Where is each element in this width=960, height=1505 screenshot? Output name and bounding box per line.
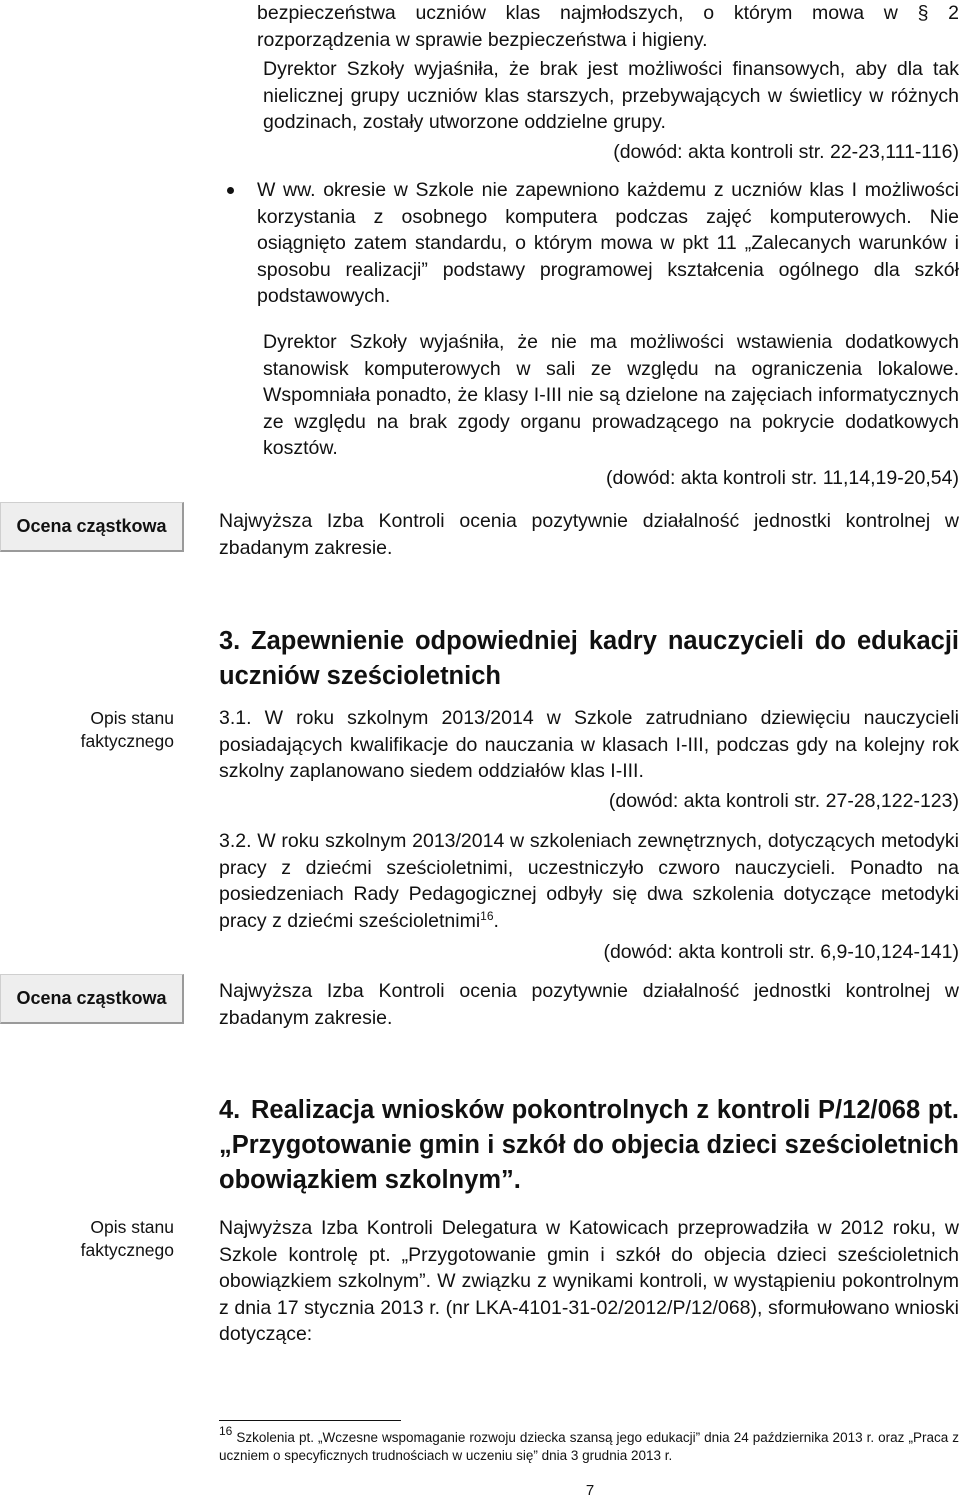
section-3-side-label	[0, 707, 174, 753]
section-3-number: 3.	[219, 627, 241, 655]
section-3-title: Zapewnienie odpowiedniej kadry nauczycieli do edukacji uczniów sześcioletnich	[219, 627, 959, 690]
assessment-label-2: Ocena cząstkowa	[0, 974, 184, 1024]
footnote-divider	[219, 1420, 401, 1421]
side-label-line-2: faktycznego	[80, 731, 174, 751]
director-explanation-1: Dyrektor Szkoły wyjaśniła, że brak jest możliwości finansowych, aby dla tak nielicznej grupy uczniów klas starszych, przebywających w świetlicy w różnych godzinach, zostały utworzone oddzielne grupy.	[263, 58, 959, 134]
evidence-3-1: (dowód: akta kontroli str. 27-28,122-123)	[608, 790, 959, 812]
evidence-1: (dowód: akta kontroli str. 22-23,111-116)	[613, 141, 959, 163]
footnote-16	[219, 1424, 959, 1465]
paragraph-3-2	[219, 828, 959, 934]
section-4-title: Realizacja wniosków pokontrolnych z kontroli P/12/068 pt. „Przygotowanie gmin i szkół do objecia dzieci sześcioletnich obowiązkiem szkolnym”.	[219, 1096, 959, 1194]
page-number: 7	[585, 1482, 595, 1499]
evidence-2: (dowód: akta kontroli str. 11,14,19-20,54)	[605, 467, 959, 489]
section-4-side-label	[0, 1216, 174, 1262]
side-label-line-1: Opis stanu	[90, 1217, 174, 1237]
assessment-label-1: Ocena cząstkowa	[0, 502, 184, 552]
section-3-heading	[219, 624, 959, 694]
paragraph-3-1: 3.1. W roku szkolnym 2013/2014 w Szkole zatrudniano dziewięciu nauczycieli posiadających kwalifikacje do nauczania w klasach I-III, podczas gdy na kolejny rok szkolny zaplanowano siedem oddziałów klas I-III.	[219, 707, 959, 783]
section-4-number: 4.	[219, 1096, 241, 1124]
section-4-paragraph: Najwyższa Izba Kontroli Delegatura w Katowicach przeprowadziła w 2012 roku, w Szkole kontrolę pt. „Przygotowanie gmin i szkół do objecia dzieci sześcioletnich obowiązkiem szkolnym”. W związku z wynikami kontroli, w wystąpieniu pokontrolnym z dnia 17 stycznia 2013 r. (nr LKA-4101-31-02/2012/P/12/068), sformułowano wnioski dotyczące:	[219, 1217, 959, 1346]
side-label-line-2: faktycznego	[80, 1240, 174, 1260]
top-continuation	[257, 0, 959, 53]
footnote-text: Szkolenia pt. „Wczesne wspomaganie rozwoju dziecka szansą jego edukacji” dnia 24 października 2013 r. oraz „Praca z uczniem o specyficznych trudnościach w uczeniu się” dnia 3 grudnia 2013 r.	[219, 1430, 959, 1463]
director-explanation-2: Dyrektor Szkoły wyjaśniła, że nie ma możliwości wstawienia dodatkowych stanowisk komputerowych w sali ze względu na ograniczenia lokalowe. Wspomniała ponadto, że klasy I-III nie są dzielone na zajęciach informatycznych ze względu na brak zgody organu prowadzącego na pokrycie dodatkowych kosztów.	[263, 331, 959, 460]
side-label-line-1: Opis stanu	[90, 708, 174, 728]
paragraph-3-2-end: .	[493, 909, 499, 932]
section-4-heading	[219, 1093, 959, 1198]
bullet-paragraph: W ww. okresie w Szkole nie zapewniono każdemu z uczniów klas I możliwości korzystania z osobnego komputera podczas zajęć komputerowych. Nie osiągnięto zatem standardu, o którym mowa w pkt 11 „Zalecanych warunków i sposobu realizacji” podstawy programowej kształcenia ogólnego dla szkół podstawowych.	[257, 179, 959, 308]
evidence-3-2: (dowód: akta kontroli str. 6,9-10,124-141)	[603, 941, 959, 963]
assessment-text-2: Najwyższa Izba Kontroli ocenia pozytywnie działalność jednostki kontrolnej w zbadanym zakresie.	[219, 980, 959, 1029]
continuation-line-1: bezpieczeństwa uczniów klas najmłodszych, o którym mowa w § 2	[257, 2, 959, 24]
assessment-text-1: Najwyższa Izba Kontroli ocenia pozytywnie działalność jednostki kontrolnej w zbadanym zakresie.	[219, 510, 959, 559]
paragraph-3-2-text: 3.2. W roku szkolnym 2013/2014 w szkoleniach zewnętrznych, dotyczących metodyki pracy z dziećmi sześcioletnimi, uczestniczyło czworo nauczycieli. Ponadto na posiedzeniach Rady Pedagogicznej odbyły się dwa szkolenia dotyczące metodyki pracy z dziećmi sześcioletnimi	[219, 830, 959, 932]
footnote-number: 16	[219, 1424, 233, 1438]
continuation-line-2: rozporządzenia w sprawie bezpieczeństwa i higieny.	[257, 28, 708, 51]
footnote-ref-16[interactable]: 16	[480, 908, 494, 923]
bullet-icon	[227, 187, 234, 194]
